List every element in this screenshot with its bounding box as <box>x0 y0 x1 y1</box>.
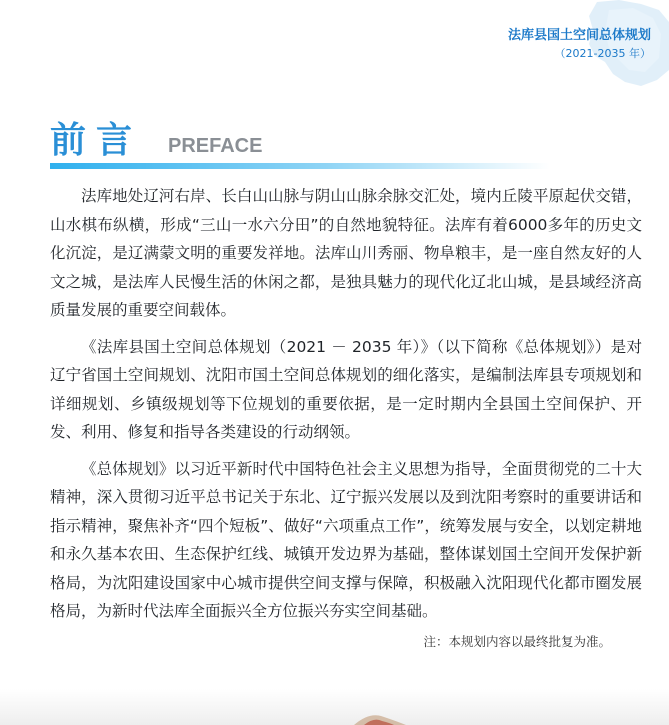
paragraph-2: 《法库县国土空间总体规划（2021 － 2035 年）》（以下简称《总体规划》）是对辽宁省国土空间规划、沈阳市国土空间总体规划的细化落实，是编制法库县专项规划和详细规划、乡镇级规划等下位规划的重要依据，是一定时期内全县国土空间保护、开发、利用、修复和指导各类建设的行动纲领。 <box>50 337 642 441</box>
title-underline-bar <box>50 163 550 169</box>
document-period: （2021-2035 年） <box>554 47 651 60</box>
section-title-en: PREFACE <box>168 135 263 157</box>
section-title-cn: 前言 <box>50 120 143 161</box>
bottom-decoration <box>350 709 410 725</box>
section-heading <box>50 112 550 176</box>
footnote: 注：本规划内容以最终批复为准。 <box>423 634 611 649</box>
paragraph-1: 法库地处辽河右岸、长白山山脉与阴山山脉余脉交汇处，境内丘陵平原起伏交错，山水棋布纵横，形成“三山一水六分田”的自然地貌特征。法库有着6000多年的历史文化沉淀，是辽满蒙文明的重要发祥地。法库山川秀丽、物阜粮丰，是一座自然友好的人文之城，是法库人民慢生活的休闲之都，是独具魅力的现代化辽北山城，是县域经济高质量发展的重要空间载体。 <box>50 187 642 319</box>
bottom-image-strip <box>0 689 669 725</box>
document-title: 法库县国土空间总体规划 <box>507 28 651 43</box>
document-header <box>508 24 651 61</box>
preface-body <box>50 182 642 634</box>
paragraph-3: 《总体规划》以习近平新时代中国特色社会主义思想为指导，全面贯彻党的二十大精神，深入贯彻习近平总书记关于东北、辽宁振兴发展以及到沈阳考察时的重要讲话和指示精神，聚焦补齐“四个短板”、做好“六项重点工作”，统筹发展与安全，以划定耕地和永久基本农田、生态保护红线、城镇开发边界为基础，整体谋划国土空间开发保护新格局，为沈阳建设国家中心城市提供空间支撑与保障，积极融入沈阳现代化都市圈发展格局，为新时代法库全面振兴全方位振兴夯实空间基础。 <box>50 459 642 620</box>
